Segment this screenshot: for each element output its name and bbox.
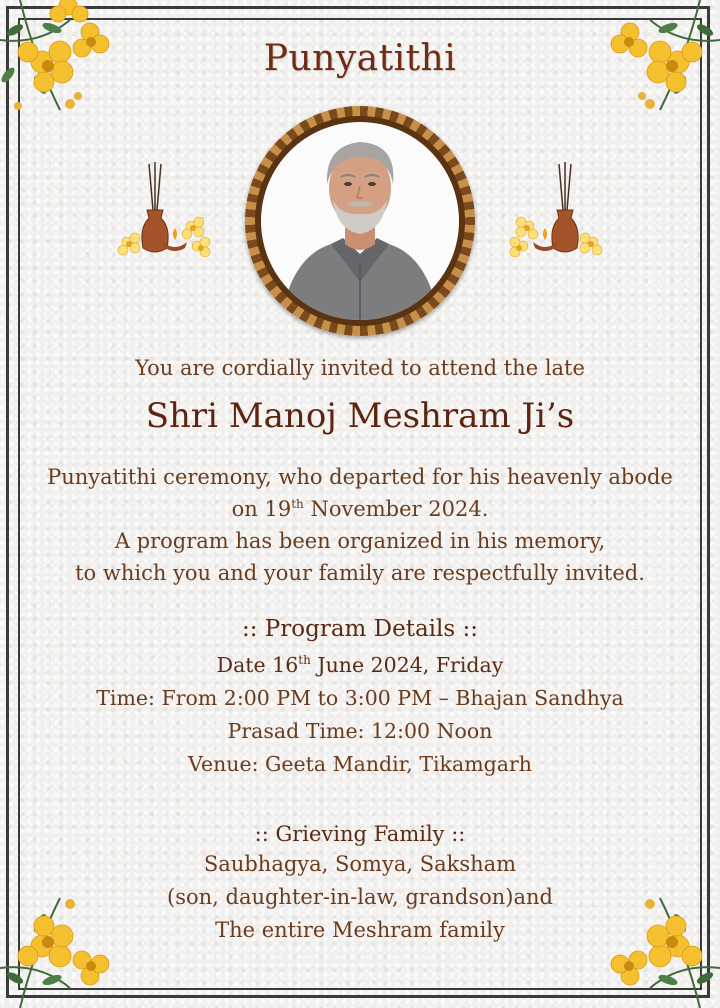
program-details (40, 649, 680, 781)
card-title: Punyatithi (263, 38, 457, 79)
paragraph-line-3: A program has been organized in his memory, (114, 529, 606, 553)
ceremony-paragraph (40, 461, 680, 589)
paragraph-line-2 (40, 493, 680, 525)
program-details-heading: :: Program Details :: (241, 616, 478, 642)
portrait-photo (261, 122, 459, 320)
grieving-family-heading: :: Grieving Family :: (254, 822, 466, 846)
departure-date-suffix: th (291, 497, 304, 511)
program-venue: Venue: Geeta Mandir, Tikamgarh (188, 752, 532, 776)
incense-diya-right (507, 162, 607, 262)
departure-date-prefix: on 19 (231, 497, 292, 521)
family-names: Saubhagya, Somya, Saksham (203, 852, 517, 876)
family-closing: The entire Meshram family (215, 918, 505, 942)
program-time: Time: From 2:00 PM to 3:00 PM – Bhajan Sandhya (96, 686, 624, 710)
deceased-name: Shri Manoj Meshram Ji’s (145, 396, 575, 436)
program-date-suffix: th (298, 653, 311, 668)
paragraph-line-4: to which you and your family are respectfully invited. (75, 561, 645, 585)
portrait-frame (245, 106, 475, 336)
family-relations: (son, daughter-in-law, grandson)and (167, 885, 553, 909)
grieving-family (40, 848, 680, 947)
person-illustration (261, 122, 459, 320)
program-date-prefix: Date 16 (216, 653, 299, 677)
program-date (40, 649, 680, 682)
departure-date-rest: November 2024. (303, 497, 489, 521)
program-date-rest: June 2024, Friday (310, 653, 504, 677)
paragraph-line-1: Punyatithi ceremony, who departed for his heavenly abode (47, 465, 673, 489)
incense-diya-left (113, 162, 213, 262)
invite-line: You are cordially invited to attend the late (135, 356, 585, 380)
prasad-time: Prasad Time: 12:00 Noon (227, 719, 493, 743)
